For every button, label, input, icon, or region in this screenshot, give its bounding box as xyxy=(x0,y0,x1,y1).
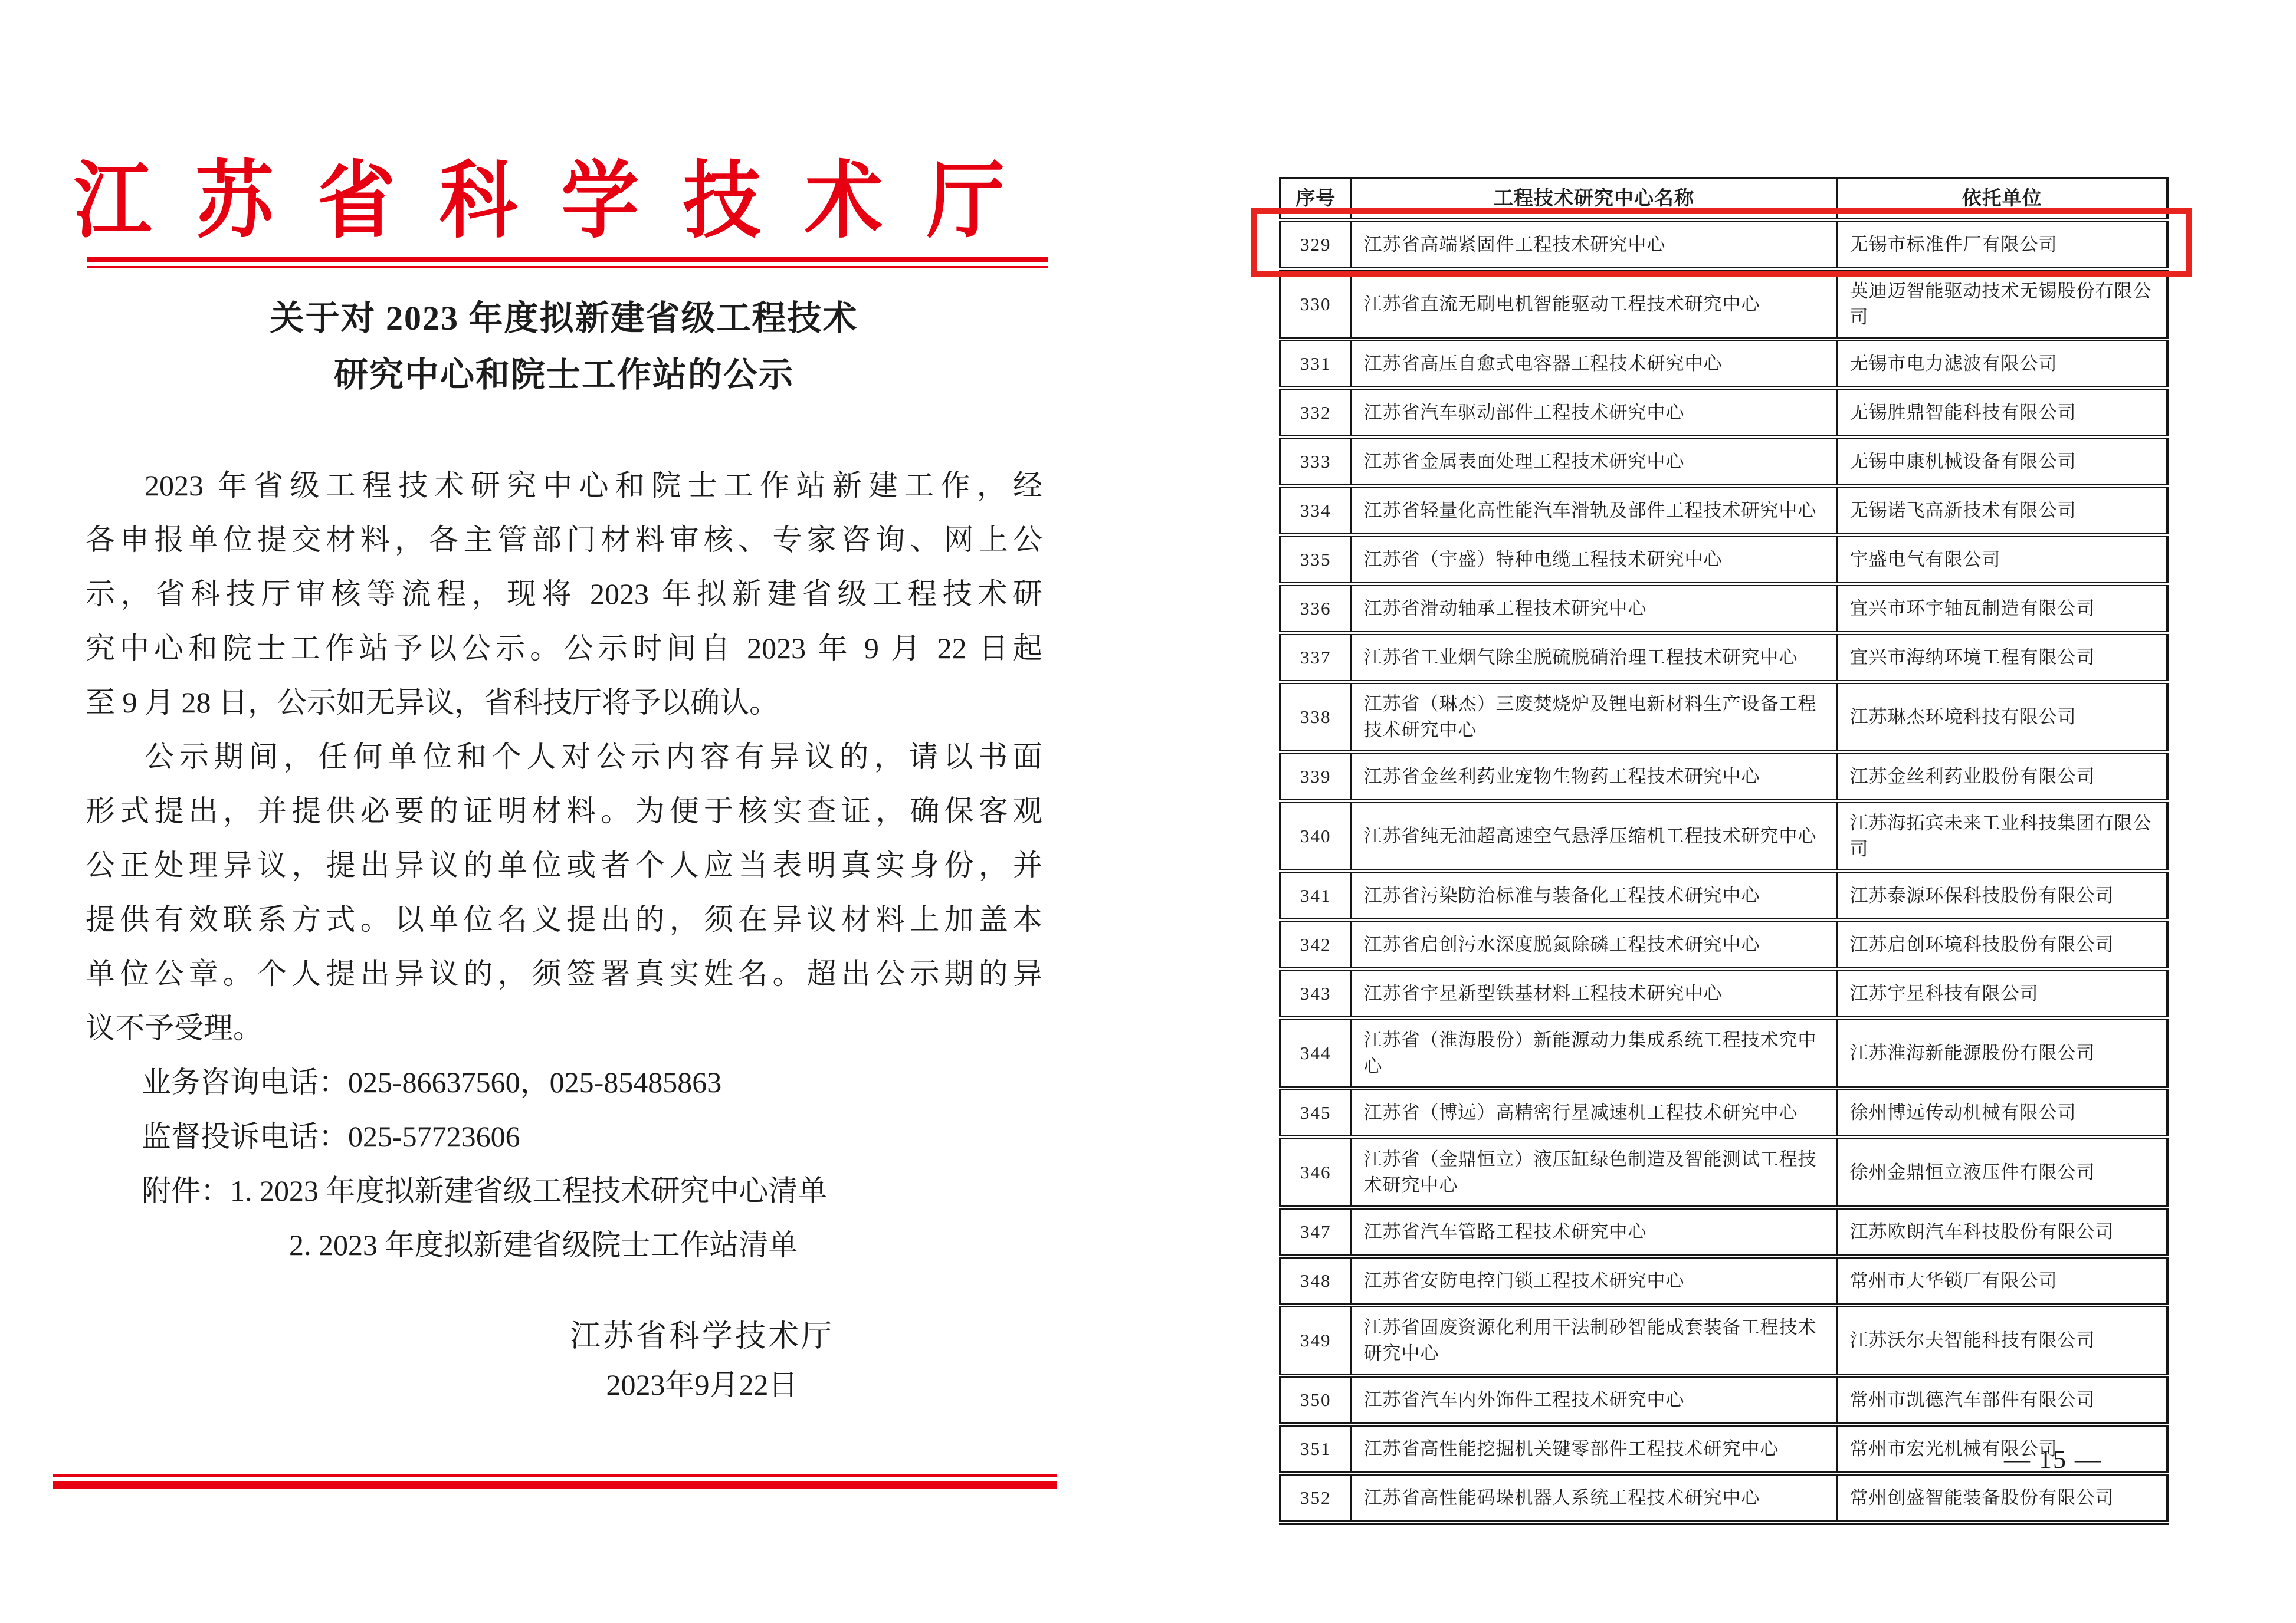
org-cell: 宜兴市环宇轴瓦制造有限公司 xyxy=(1837,584,2167,633)
table-row xyxy=(1280,633,2167,682)
document-body xyxy=(86,458,1042,1272)
center-name-cell: 江苏省汽车驱动部件工程技术研究中心 xyxy=(1351,389,1837,438)
page-number: — 15 — xyxy=(2004,1445,2102,1474)
table-header-row xyxy=(1280,178,2167,221)
center-name-cell: 江苏省（宇盛）特种电缆工程技术研究中心 xyxy=(1351,535,1837,584)
table-row xyxy=(1280,872,2167,921)
table-row xyxy=(1280,921,2167,970)
paragraph-1-line-3: 示，省科技厅审核等流程，现将 2023 年拟新建省级工程技术研 xyxy=(86,577,1042,610)
row-number-cell: 337 xyxy=(1280,633,1351,682)
org-cell: 宇盛电气有限公司 xyxy=(1837,535,2167,584)
row-number-cell: 352 xyxy=(1280,1474,1351,1523)
row-number-cell: 351 xyxy=(1280,1425,1351,1474)
center-name-cell: 江苏省安防电控门锁工程技术研究中心 xyxy=(1351,1257,1837,1306)
org-cell: 江苏琳杰环境科技有限公司 xyxy=(1837,682,2167,753)
paragraph-1-line-1: 2023 年省级工程技术研究中心和院士工作站新建工作，经 xyxy=(145,469,1042,502)
contact-line-1: 业务咨询电话：025-86637560，025-85485863 xyxy=(142,1066,722,1099)
center-name-cell: 江苏省金属表面处理工程技术研究中心 xyxy=(1351,438,1837,487)
row-number-cell: 333 xyxy=(1280,438,1351,487)
org-cell: 江苏欧朗汽车科技股份有限公司 xyxy=(1837,1208,2167,1257)
row-number-cell: 342 xyxy=(1280,921,1351,970)
paragraph-1-line-5: 至 9 月 28 日，公示如无异议，省科技厅将予以确认。 xyxy=(86,686,779,719)
org-cell: 江苏海拓宾未来工业科技集团有限公司 xyxy=(1837,801,2167,872)
center-name-cell: 江苏省直流无刷电机智能驱动工程技术研究中心 xyxy=(1351,270,1837,340)
org-cell: 常州市大华锁厂有限公司 xyxy=(1837,1257,2167,1306)
table-row xyxy=(1280,270,2167,340)
center-name-cell: 江苏省汽车管路工程技术研究中心 xyxy=(1351,1208,1837,1257)
center-name-cell: 江苏省（博远）高精密行星减速机工程技术研究中心 xyxy=(1351,1089,1837,1138)
center-name-cell: 江苏省轻量化高性能汽车滑轨及部件工程技术研究中心 xyxy=(1351,487,1837,535)
row-number-cell: 331 xyxy=(1280,340,1351,389)
org-cell: 宜兴市海纳环境工程有限公司 xyxy=(1837,633,2167,682)
org-cell: 徐州金鼎恒立液压件有限公司 xyxy=(1837,1138,2167,1208)
header-center-name: 工程技术研究中心名称 xyxy=(1351,178,1837,221)
table-row xyxy=(1280,1474,2167,1523)
red-rule-bottom xyxy=(53,1474,1057,1489)
agency-header-char: 术 xyxy=(805,155,883,248)
center-name-cell: 江苏省高性能挖掘机关键零部件工程技术研究中心 xyxy=(1351,1425,1837,1474)
org-cell: 无锡诺飞高新技术有限公司 xyxy=(1837,487,2167,535)
paragraph-1-line-2: 各申报单位提交材料，各主管部门材料审核、专家咨询、网上公 xyxy=(86,523,1042,556)
paragraph-2-line-1: 公示期间，任何单位和个人对公示内容有异议的，请以书面 xyxy=(145,740,1042,773)
row-number-cell: 329 xyxy=(1280,221,1351,270)
agency-header-char: 学 xyxy=(561,155,639,248)
signature-agency: 江苏省科学技术厅 xyxy=(569,1320,834,1353)
row-number-cell: 346 xyxy=(1280,1138,1351,1208)
agency-header-char: 江 xyxy=(74,155,152,248)
row-number-cell: 335 xyxy=(1280,535,1351,584)
table-row xyxy=(1280,682,2167,753)
org-cell: 江苏启创环境科技股份有限公司 xyxy=(1837,921,2167,970)
row-number-cell: 347 xyxy=(1280,1208,1351,1257)
center-name-cell: 江苏省（金鼎恒立）液压缸绿色制造及智能测试工程技术研究中心 xyxy=(1351,1138,1837,1208)
red-rule-top-thick xyxy=(87,257,1048,262)
paragraph-2-line-6: 议不予受理。 xyxy=(86,1011,263,1044)
table-row xyxy=(1280,389,2167,438)
agency-red-header xyxy=(74,149,1005,248)
document-title xyxy=(86,290,1042,403)
paragraph-2-line-5: 单位公章。个人提出异议的，须签署真实姓名。超出公示期的异 xyxy=(86,957,1042,990)
table-row xyxy=(1280,1208,2167,1257)
header-no: 序号 xyxy=(1280,178,1351,221)
table-row xyxy=(1280,1257,2167,1306)
agency-header-char: 省 xyxy=(317,155,396,248)
center-name-cell: 江苏省污染防治标准与装备化工程技术研究中心 xyxy=(1351,872,1837,921)
table-row xyxy=(1280,801,2167,872)
document-title-line1: 关于对 2023 年度拟新建省级工程技术 xyxy=(270,299,858,337)
table-row xyxy=(1280,1138,2167,1208)
row-number-cell: 344 xyxy=(1280,1019,1351,1089)
row-number-cell: 343 xyxy=(1280,970,1351,1019)
row-number-cell: 332 xyxy=(1280,389,1351,438)
red-rule-top xyxy=(87,257,1048,268)
center-name-cell: 江苏省汽车内外饰件工程技术研究中心 xyxy=(1351,1376,1837,1425)
attachment-line-1: 附件：1. 2023 年度拟新建省级工程技术研究中心清单 xyxy=(142,1174,828,1207)
org-cell: 常州市宏光机械有限公司 xyxy=(1837,1425,2167,1474)
header-org: 依托单位 xyxy=(1837,178,2167,221)
red-rule-bottom-thin xyxy=(53,1474,1057,1477)
row-number-cell: 340 xyxy=(1280,801,1351,872)
org-cell: 常州市凯德汽车部件有限公司 xyxy=(1837,1376,2167,1425)
paragraph-2-line-3: 公正处理异议，提出异议的单位或者个人应当表明真实身份，并 xyxy=(86,849,1042,882)
paragraph-2-line-2: 形式提出，并提供必要的证明材料。为便于核实查证，确保客观 xyxy=(86,794,1042,827)
org-cell: 无锡申康机械设备有限公司 xyxy=(1837,438,2167,487)
center-name-cell: 江苏省宇星新型铁基材料工程技术研究中心 xyxy=(1351,970,1837,1019)
table-row xyxy=(1280,970,2167,1019)
row-number-cell: 348 xyxy=(1280,1257,1351,1306)
table-row xyxy=(1280,1089,2167,1138)
center-name-cell: 江苏省滑动轴承工程技术研究中心 xyxy=(1351,584,1837,633)
row-number-cell: 345 xyxy=(1280,1089,1351,1138)
center-name-cell: 江苏省金丝利药业宠物生物药工程技术研究中心 xyxy=(1351,753,1837,801)
table-row xyxy=(1280,340,2167,389)
centers-table xyxy=(1279,177,2169,1525)
red-rule-bottom-thick xyxy=(53,1481,1057,1489)
table-row xyxy=(1280,1376,2167,1425)
row-number-cell: 334 xyxy=(1280,487,1351,535)
row-number-cell: 336 xyxy=(1280,584,1351,633)
signature-date: 2023年9月22日 xyxy=(606,1368,798,1401)
row-number-cell: 338 xyxy=(1280,682,1351,753)
center-name-cell: 江苏省工业烟气除尘脱硫脱硝治理工程技术研究中心 xyxy=(1351,633,1837,682)
row-number-cell: 349 xyxy=(1280,1306,1351,1376)
row-number-cell: 350 xyxy=(1280,1376,1351,1425)
table-row xyxy=(1280,584,2167,633)
paragraph-2-line-4: 提供有效联系方式。以单位名义提出的，须在异议材料上加盖本 xyxy=(86,903,1042,936)
org-cell: 江苏金丝利药业股份有限公司 xyxy=(1837,753,2167,801)
row-number-cell: 341 xyxy=(1280,872,1351,921)
org-cell: 江苏宇星科技有限公司 xyxy=(1837,970,2167,1019)
table-row-highlighted xyxy=(1280,221,2167,270)
table-row xyxy=(1280,438,2167,487)
org-cell: 江苏淮海新能源股份有限公司 xyxy=(1837,1019,2167,1089)
table-row xyxy=(1280,487,2167,535)
center-name-cell: 江苏省纯无油超高速空气悬浮压缩机工程技术研究中心 xyxy=(1351,801,1837,872)
agency-header-char: 技 xyxy=(683,155,761,248)
paragraph-1-line-4: 究中心和院士工作站予以公示。公示时间自 2023 年 9 月 22 日起 xyxy=(86,632,1042,665)
center-name-cell: 江苏省（淮海股份）新能源动力集成系统工程技术究中心 xyxy=(1351,1019,1837,1089)
agency-header-char: 苏 xyxy=(195,155,274,248)
row-number-cell: 339 xyxy=(1280,753,1351,801)
org-cell: 无锡市标准件厂有限公司 xyxy=(1837,221,2167,270)
org-cell: 江苏沃尔夫智能科技有限公司 xyxy=(1837,1306,2167,1376)
center-name-cell: 江苏省高端紧固件工程技术研究中心 xyxy=(1351,221,1837,270)
table-row xyxy=(1280,1306,2167,1376)
red-rule-top-thin xyxy=(87,266,1048,268)
center-name-cell: 江苏省固废资源化利用干法制砂智能成套装备工程技术研究中心 xyxy=(1351,1306,1837,1376)
org-cell: 无锡市电力滤波有限公司 xyxy=(1837,340,2167,389)
center-name-cell: 江苏省高压自愈式电容器工程技术研究中心 xyxy=(1351,340,1837,389)
center-name-cell: 江苏省（琳杰）三废焚烧炉及锂电新材料生产设备工程技术研究中心 xyxy=(1351,682,1837,753)
org-cell: 英迪迈智能驱动技术无锡股份有限公司 xyxy=(1837,270,2167,340)
org-cell: 徐州博远传动机械有限公司 xyxy=(1837,1089,2167,1138)
table-row xyxy=(1280,1019,2167,1089)
table-row xyxy=(1280,753,2167,801)
org-cell: 江苏泰源环保科技股份有限公司 xyxy=(1837,872,2167,921)
org-cell: 无锡胜鼎智能科技有限公司 xyxy=(1837,389,2167,438)
table-row xyxy=(1280,535,2167,584)
agency-header-char: 厅 xyxy=(926,155,1005,248)
org-cell: 常州创盛智能装备股份有限公司 xyxy=(1837,1474,2167,1523)
contact-line-2: 监督投诉电话：025-57723606 xyxy=(142,1120,520,1153)
document-title-line2: 研究中心和院士工作站的公示 xyxy=(333,356,794,394)
attachment-line-2: 2. 2023 年度拟新建省级院士工作站清单 xyxy=(289,1228,798,1261)
center-name-cell: 江苏省启创污水深度脱氮除磷工程技术研究中心 xyxy=(1351,921,1837,970)
agency-header-char: 科 xyxy=(439,155,517,248)
center-name-cell: 江苏省高性能码垛机器人系统工程技术研究中心 xyxy=(1351,1474,1837,1523)
row-number-cell: 330 xyxy=(1280,270,1351,340)
